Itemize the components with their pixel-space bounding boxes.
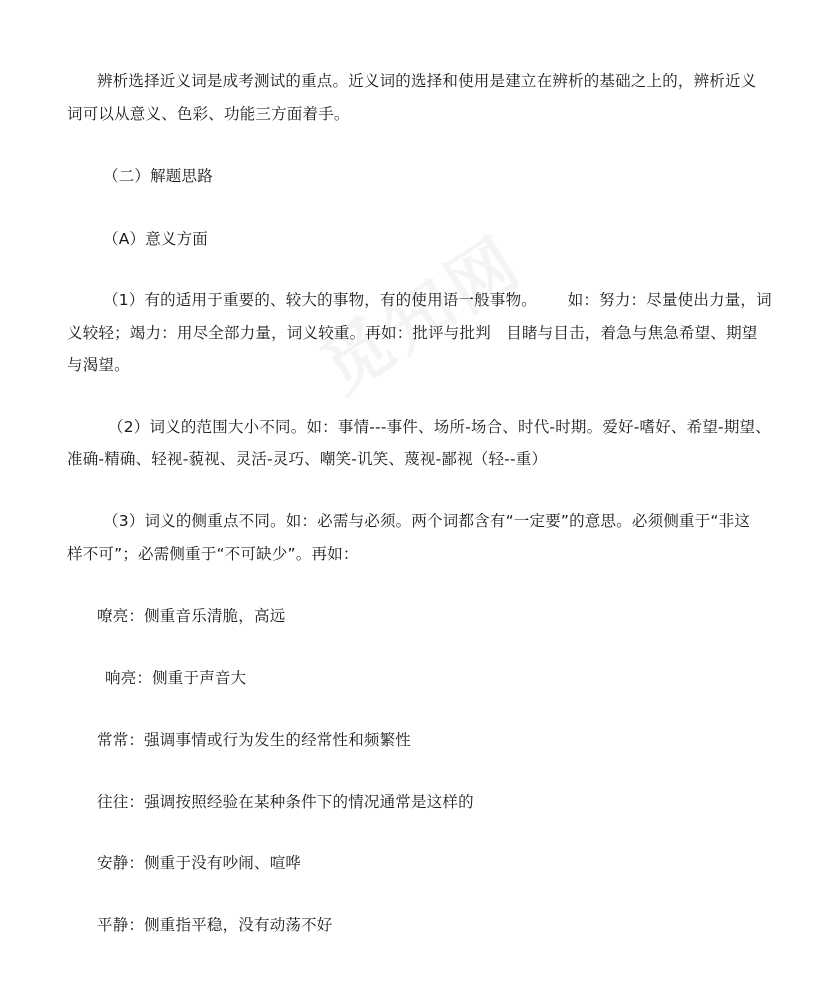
example-item: 平静：侧重指平稳，没有动荡不好 [97, 916, 333, 934]
point1-line-3: 与渴望。 [67, 356, 130, 374]
example-item: 嘹亮：侧重音乐清脆，高远 [97, 607, 286, 625]
point3-line-1: （3）词义的侧重点不同。如：必需与必须。两个词都含有“一定要”的意思。必须侧重于“非这 [103, 512, 751, 530]
intro-line-1: 辨析选择近义词是成考测试的重点。近义词的选择和使用是建立在辨析的基础之上的，辨析近义 [97, 72, 757, 90]
point2-line-1: （2）词义的范围大小不同。如：事情---事件、场所-场合、时代-时期。爱好-嗜好、希望-期望、 [108, 418, 771, 436]
example-item: 常常：强调事情或行为发生的经常性和频繁性 [97, 731, 412, 749]
example-item: 响亮：侧重于声音大 [105, 669, 247, 687]
intro-line-2: 词可以从意义、色彩、功能三方面着手。 [67, 105, 350, 123]
subsection-heading: （A）意义方面 [103, 230, 209, 248]
point3-line-2: 样不可”；必需侧重于“不可缺少”。再如： [67, 545, 359, 563]
section-heading: （二）解题思路 [103, 167, 213, 185]
point1-line-2: 义较轻；竭力：用尽全部力量，词义较重。再如：批评与批判 目睹与目击，着急与焦急希望、期望 [67, 324, 758, 342]
point1-line-1: （1）有的适用于重要的、较大的事物，有的使用语一般事物。 如：努力：尽量使出力量，词 [103, 291, 772, 309]
point2-line-2: 准确-精确、轻视-藐视、灵活-灵巧、嘲笑-讥笑、蔑视-鄙视（轻--重） [67, 450, 548, 468]
example-item: 安静：侧重于没有吵闹、喧哗 [97, 854, 302, 872]
watermark [300, 209, 539, 411]
example-item: 往往：强调按照经验在某种条件下的情况通常是这样的 [97, 793, 474, 811]
